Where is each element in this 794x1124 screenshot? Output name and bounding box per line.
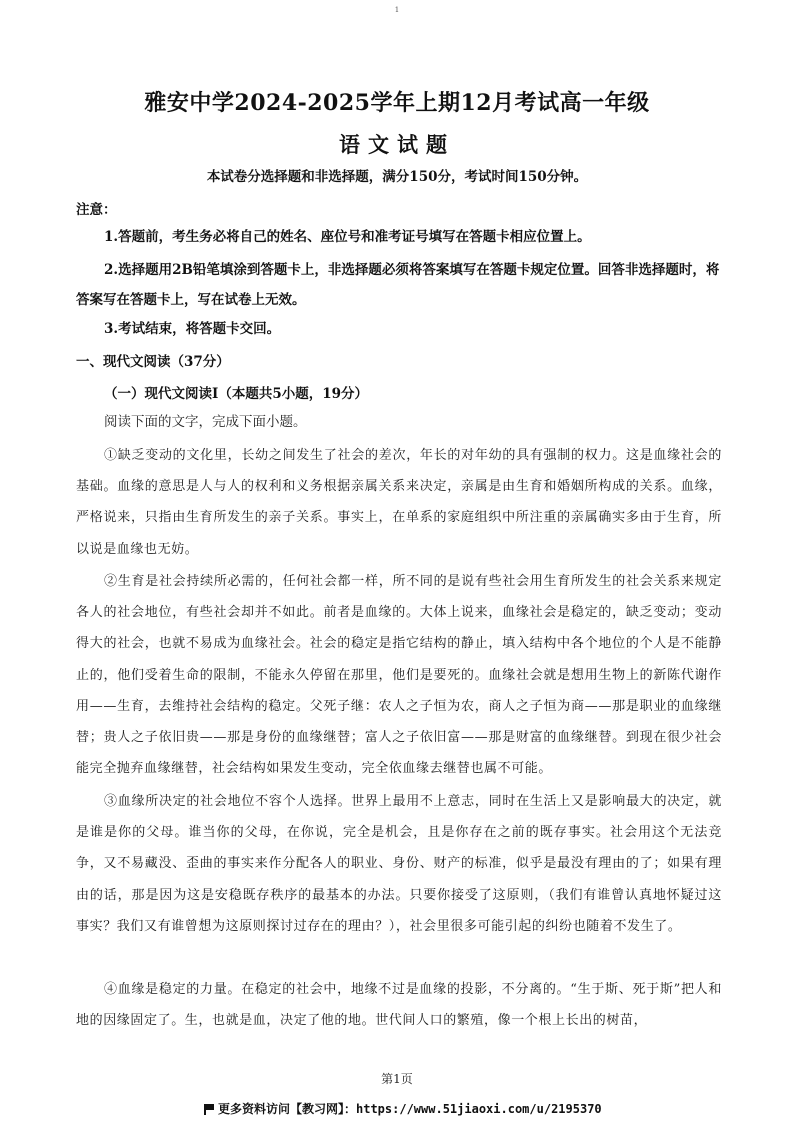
exam-subtitle: 语文试题 [339, 132, 455, 157]
resource-link-text[interactable]: 更多资料访问【教习网】：https://www.51jiaoxi.com/u/2195370 [218, 1102, 602, 1116]
exam-intro: 本试卷分选择题和非选择题，满分150分，考试时间150分钟。 [206, 169, 588, 185]
notice-item-2: 2.选择题用2B铅笔填涂到答题卡上，非选择题必须将答案填写在答题卡规定位置。回答非选择题时，将答案写在答题卡上，写在试卷上无效。 [76, 262, 720, 308]
exam-title: 雅安中学2024-2025学年上期12月考试高一年级 [144, 90, 650, 116]
section-heading: 一、现代文阅读（37分） [76, 354, 230, 370]
flag-icon [204, 1104, 214, 1114]
top-page-mark: 1 [394, 6, 400, 14]
passage-paragraph-1: ①缺乏变动的文化里，长幼之间发生了社会的差次，年长的对年幼的具有强制的权力。这是血缘社会的基础。血缘的意思是人与人的权利和义务根据亲属关系来决定，亲属是由生育和婚姻所构成的关系。血缘，严格说来，只指由生育所发生的亲子关系。事实上，在单系的家庭组织中所注重的亲属确实多由于生育，所以说是血缘也无妨。 [76, 448, 722, 557]
notice-label: 注意： [76, 202, 117, 218]
subsection-heading: （一）现代文阅读Ⅰ（本题共5小题，19分） [104, 386, 368, 402]
notice-item-3: 3.考试结束，将答题卡交回。 [104, 321, 281, 337]
page-number: 第1页 [381, 1072, 413, 1086]
passage-paragraph-3: ③血缘所决定的社会地位不容个人选择。世界上最用不上意志，同时在生活上又是影响最大的决定，就是谁是你的父母。谁当你的父母，在你说，完全是机会，且是你存在之前的既存事实。社会用这个无法竞争，又不易藏没、歪曲的事实来作分配各人的职业、身份、财产的标准，似乎是最没有理由的了；如果有理由的话，那是因为这是安稳既存秩序的最基本的办法。只要你接受了这原则，（我们有谁曾认真地怀疑过这事实？我们又有谁曾想为这原则探讨过存在的理由？），社会里很多可能引起的纠纷也随着不发生了。 [76, 794, 722, 934]
reading-instruction: 阅读下面的文字，完成下面小题。 [104, 414, 307, 430]
passage-paragraph-4: ④血缘是稳定的力量。在稳定的社会中，地缘不过是血缘的投影，不分离的。“生于斯、死于斯”把人和地的因缘固定了。生，也就是血，决定了他的地。世代间人口的繁殖，像一个根上长出的树苗， [76, 982, 722, 1029]
resource-link[interactable] [204, 1100, 602, 1117]
passage-paragraph-2: ②生育是社会持续所必需的，任何社会都一样，所不同的是说有些社会用生育所发生的社会关系来规定各人的社会地位，有些社会却并不如此。前者是血缘的。大体上说来，血缘社会是稳定的，缺乏变动；变动得大的社会，也就不易成为血缘社会。社会的稳定是指它结构的静止，填入结构中各个地位的个人是不能静止的，他们受着生命的限制，不能永久停留在那里，他们是要死的。血缘社会就是想用生物上的新陈代谢作用——生育，去维持社会结构的稳定。父死子继：农人之子恒为农，商人之子恒为商——那是职业的血缘继替；贵人之子依旧贵——那是身份的血缘继替；富人之子依旧富——那是财富的血缘继替。到现在很少社会能完全抛弃血缘继替，社会结构如果发生变动，完全依血缘去继替也属不可能。 [76, 574, 722, 777]
notice-item-1: 1.答题前，考生务必将自己的姓名、座位号和准考证号填写在答题卡相应位置上。 [104, 229, 591, 245]
